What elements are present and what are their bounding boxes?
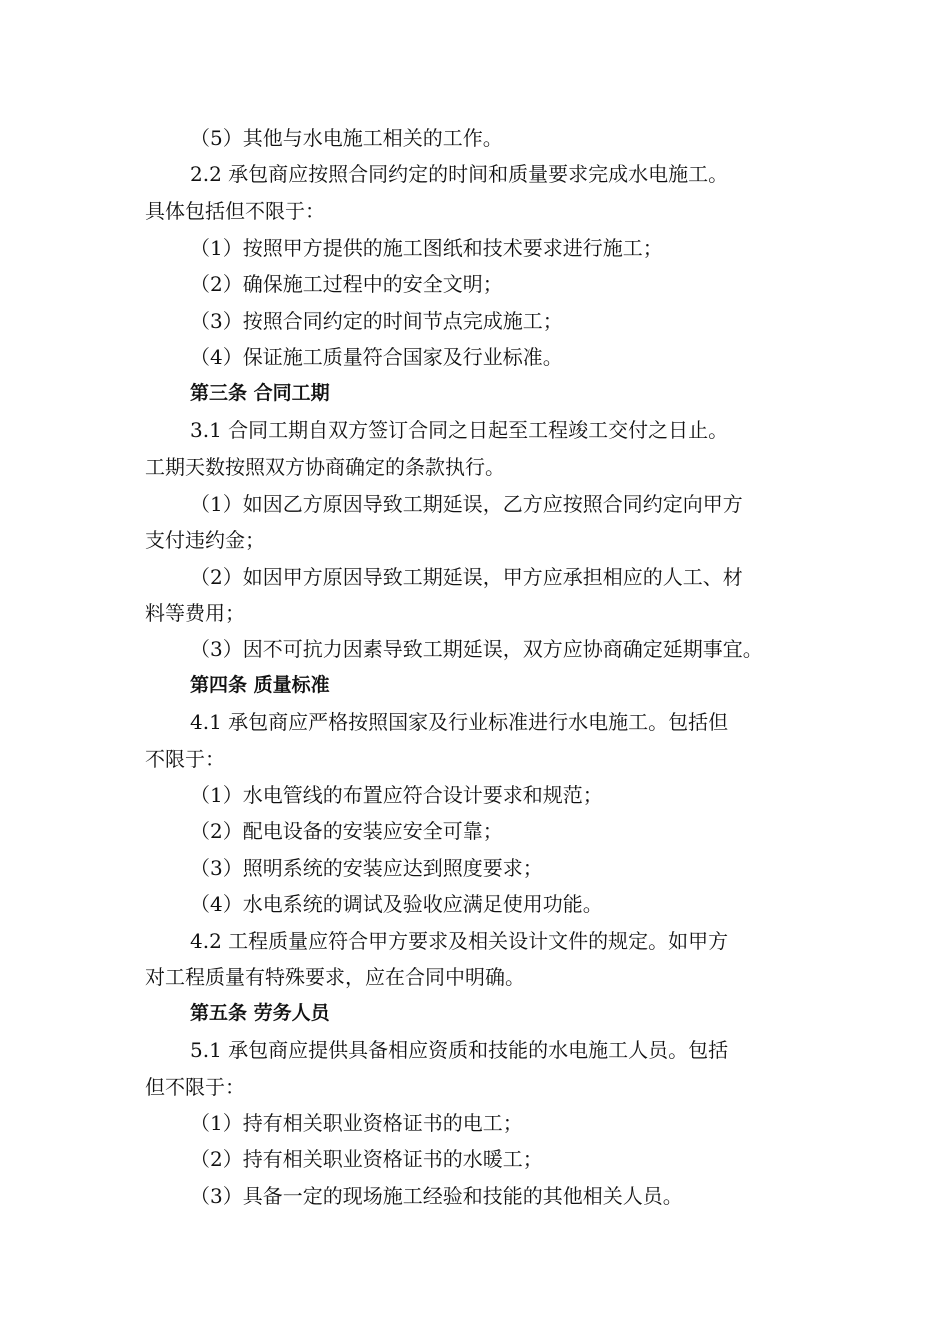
paragraph-line: 支付违约金； — [145, 528, 265, 552]
list-item: （2）如因甲方原因导致工期延误，甲方应承担相应的人工、材 — [190, 565, 743, 589]
list-item: （4）保证施工质量符合国家及行业标准。 — [190, 345, 563, 369]
section-heading: 第五条 劳务人员 — [190, 1002, 330, 1024]
list-item: （3）具备一定的现场施工经验和技能的其他相关人员。 — [190, 1184, 683, 1208]
list-item: （3）按照合同约定的时间节点完成施工； — [190, 309, 563, 333]
list-item: （5）其他与水电施工相关的工作。 — [190, 126, 503, 150]
list-item: （4）水电系统的调试及验收应满足使用功能。 — [190, 892, 603, 916]
list-item: （3）照明系统的安装应达到照度要求； — [190, 856, 543, 880]
list-item: （1）按照甲方提供的施工图纸和技术要求进行施工； — [190, 236, 663, 260]
list-item: （1）如因乙方原因导致工期延误，乙方应按照合同约定向甲方 — [190, 492, 743, 516]
list-item: （1）水电管线的布置应符合设计要求和规范； — [190, 783, 603, 807]
paragraph-line: 2.2 承包商应按照合同约定的时间和质量要求完成水电施工。 — [190, 162, 729, 186]
paragraph-line: 料等费用； — [145, 601, 245, 625]
section-heading: 第三条 合同工期 — [190, 382, 330, 404]
paragraph-line: 4.1 承包商应严格按照国家及行业标准进行水电施工。包括但 — [190, 710, 729, 734]
section-heading: 第四条 质量标准 — [190, 674, 330, 696]
paragraph-line: 5.1 承包商应提供具备相应资质和技能的水电施工人员。包括 — [190, 1038, 729, 1062]
paragraph-line: 工期天数按照双方协商确定的条款执行。 — [145, 455, 505, 479]
list-item: （1）持有相关职业资格证书的电工； — [190, 1111, 523, 1135]
list-item: （2）确保施工过程中的安全文明； — [190, 272, 503, 296]
list-item: （2）持有相关职业资格证书的水暖工； — [190, 1147, 543, 1171]
list-item: （3）因不可抗力因素导致工期延误，双方应协商确定延期事宜。 — [190, 637, 763, 661]
paragraph-line: 对工程质量有特殊要求，应在合同中明确。 — [145, 965, 525, 989]
list-item: （2）配电设备的安装应安全可靠； — [190, 819, 503, 843]
paragraph-line: 3.1 合同工期自双方签订合同之日起至工程竣工交付之日止。 — [190, 418, 729, 442]
paragraph-line: 具体包括但不限于： — [145, 199, 325, 223]
paragraph-line: 但不限于： — [145, 1075, 245, 1099]
paragraph-line: 4.2 工程质量应符合甲方要求及相关设计文件的规定。如甲方 — [190, 929, 729, 953]
paragraph-line: 不限于： — [145, 747, 225, 771]
